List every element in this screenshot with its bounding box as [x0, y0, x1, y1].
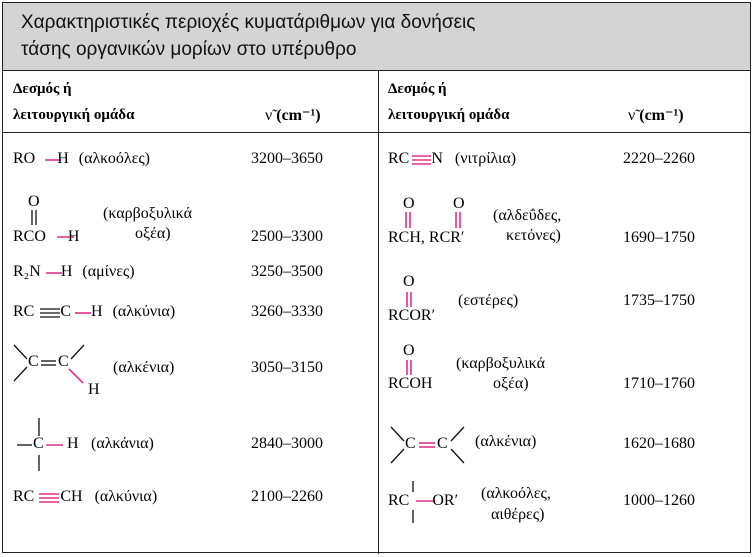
right-r6-name2: αιθέρες) — [491, 506, 545, 523]
left-row-alcohol — [13, 150, 150, 168]
right-r6-b: OR′ — [432, 492, 459, 509]
right-r1-a: RC — [388, 150, 410, 167]
right-r2-b: RCR′ — [428, 229, 465, 246]
right-r5-c1: C — [405, 435, 416, 452]
right-wavenumber-unit: (cm⁻¹) — [639, 107, 684, 124]
right-r4-name2: οξέα) — [493, 375, 529, 392]
right-bond-header-1: Δεσμός ή — [388, 81, 447, 97]
left-r4-c: C — [60, 303, 72, 320]
right-r2-range: 1690–1750 — [623, 229, 695, 246]
right-r5-name: (αλκένια) — [475, 433, 537, 450]
right-r3-range: 1735–1750 — [623, 292, 695, 309]
right-r3-o: O — [403, 273, 415, 290]
left-r3-a: R₂N — [13, 263, 41, 280]
left-r5-c1: C — [28, 353, 39, 370]
left-r2-o: O — [28, 193, 40, 210]
right-r2-o2: O — [453, 195, 465, 212]
left-r2-range: 2500–3300 — [251, 228, 323, 245]
left-r6-c: C — [33, 435, 44, 452]
right-r2-a: RCH, — [388, 229, 425, 246]
right-r3-a: RCOR′ — [388, 307, 436, 324]
left-wavenumber-unit: (cm⁻¹) — [276, 107, 321, 124]
left-r2-a: RCO — [13, 228, 46, 245]
right-r5-c2: C — [437, 435, 448, 452]
left-r5-c2: C — [58, 353, 69, 370]
left-r1-name: (αλκοόλες) — [78, 150, 150, 167]
right-r2-o1: O — [403, 195, 415, 212]
title-line-2: τάσης οργανικών μορίων στο υπέρυθρο — [21, 39, 357, 60]
left-r4-b: H — [91, 303, 103, 320]
right-r3-name: (εστέρες) — [458, 292, 519, 309]
right-r4-a: RCOH — [388, 375, 433, 392]
left-r7-b: CH — [60, 488, 83, 505]
ir-table — [2, 2, 751, 553]
right-r1-name: (νιτρίλια) — [454, 150, 517, 167]
right-r2-formula — [388, 229, 464, 247]
left-r2-b: H — [67, 228, 80, 245]
left-r5-range: 3050–3150 — [251, 359, 323, 376]
right-r6-a: RC — [388, 492, 410, 509]
right-r6-range: 1000–1260 — [623, 492, 695, 509]
left-r4-a: RC — [13, 303, 35, 320]
left-r1-b: H — [57, 150, 69, 167]
left-r7-range: 2100–2260 — [251, 488, 323, 505]
left-row-amine — [13, 263, 135, 281]
left-row-alkyne-ch — [13, 303, 175, 321]
right-bond-header-2: λειτουργική ομάδα — [388, 107, 510, 123]
left-r3-name: (αμίνες) — [82, 263, 135, 280]
right-row-ether — [388, 492, 458, 510]
title-line-1: Χαρακτηριστικές περιοχές κυματάριθμων για δονήσεις — [21, 12, 476, 33]
left-r7-a: RC — [13, 488, 35, 505]
left-r2-name1: (καρβοξυλικά — [103, 205, 192, 222]
left-r4-name: (αλκύνια) — [112, 303, 176, 320]
left-r6-range: 2840–3000 — [251, 435, 323, 452]
right-r4-name1: (καρβοξυλικά — [456, 355, 545, 372]
right-r4-o: O — [403, 342, 415, 359]
right-r2-name1: (αλδεΰδες, — [493, 207, 562, 224]
left-r2-formula — [13, 228, 79, 246]
left-bond-header-2: λειτουργική ομάδα — [13, 107, 135, 123]
right-r1-b: N — [431, 150, 443, 167]
right-r6-name1: (αλκοόλες, — [481, 485, 551, 502]
left-r3-b: H — [60, 263, 73, 280]
left-r7-name: (αλκύνια) — [94, 488, 158, 505]
right-r2-name2: κετόνες) — [506, 227, 561, 244]
left-r6-name: (αλκάνια) — [91, 435, 154, 452]
left-bond-header-1: Δεσμός ή — [13, 81, 72, 97]
left-r3-range: 3250–3500 — [251, 263, 323, 280]
right-r4-range: 1710–1760 — [623, 375, 695, 392]
left-r6-h: H — [67, 435, 79, 452]
left-r1-a: RO — [13, 150, 36, 167]
left-r2-name2: οξέα) — [135, 225, 171, 242]
left-r1-range: 3200–3650 — [251, 150, 323, 167]
left-r4-range: 3260–3330 — [251, 303, 323, 320]
left-wavenumber-symbol: ν̃ — [265, 107, 273, 124]
left-r5-name: (αλκένια) — [113, 359, 175, 376]
left-row-alkyne-terminal — [13, 488, 157, 506]
right-wavenumber-symbol: ν̃ — [628, 107, 636, 124]
right-r5-range: 1620–1680 — [623, 435, 695, 452]
left-r5-h: H — [88, 381, 100, 398]
right-row-nitrile — [388, 150, 516, 168]
right-r1-range: 2220–2260 — [623, 150, 695, 167]
